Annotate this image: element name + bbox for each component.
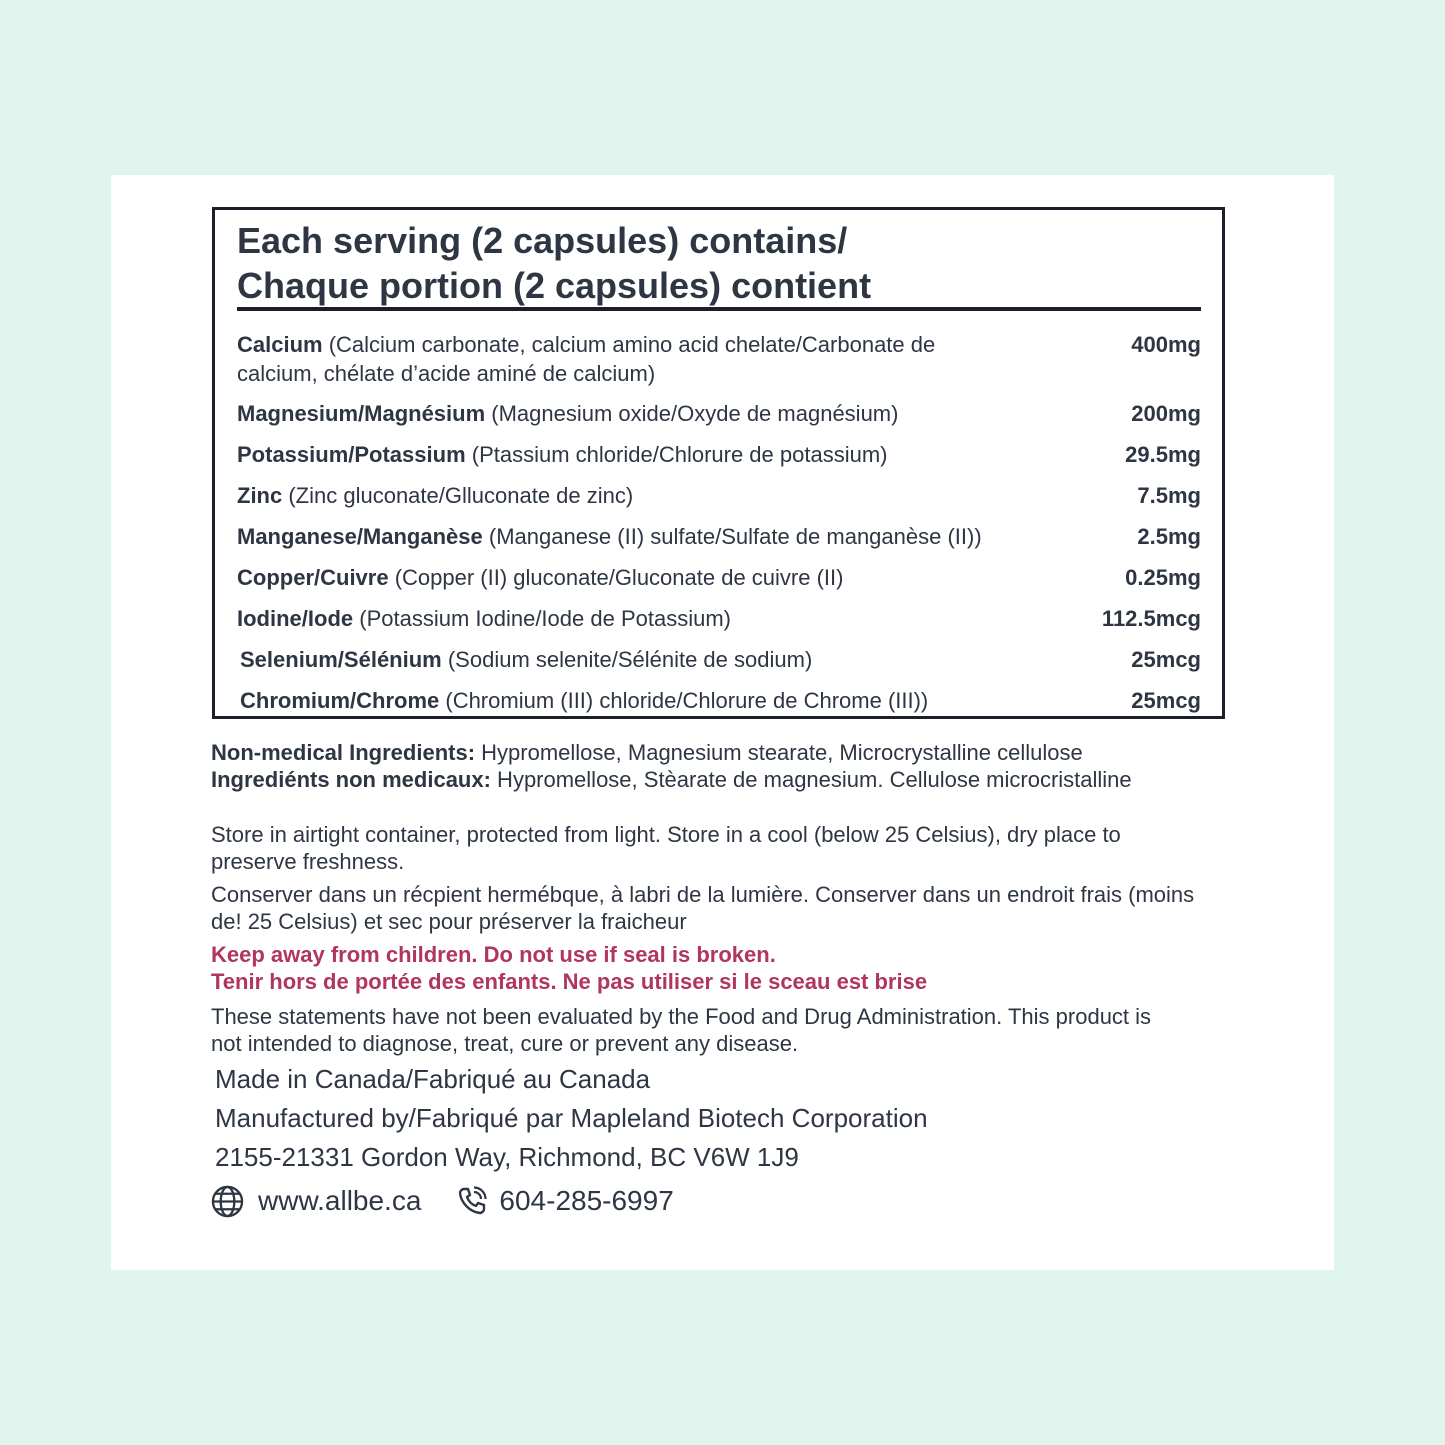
nutrient-amount: 7.5mg	[1137, 483, 1201, 508]
nutrient-row-iodine	[237, 604, 1201, 633]
nutrient-source: (Magnesium oxide/Oxyde de magnésium)	[485, 401, 899, 426]
nutrient-source: (Ptassium chloride/Chlorure de potassium)	[465, 442, 888, 467]
panel-title-fr: Chaque portion (2 capsules) contient	[237, 265, 872, 306]
globe-icon	[211, 1185, 244, 1218]
nutrient-name: Potassium/Potassium	[237, 442, 466, 467]
nutrient-amount: 200mg	[1131, 401, 1201, 426]
storage-en: Store in airtight container, protected from light. Store in a cool (below 25 Celsius), dry place to preserve freshness.	[211, 822, 1121, 874]
nutrient-source: (Calcium carbonate, calcium amino acid chelate/Carbonate de calcium, chélate d’acide aminé de calcium)	[237, 332, 936, 386]
ingredients-label-fr: Ingrediénts non medicaux:	[211, 767, 491, 792]
nutrient-row-zinc	[237, 481, 1201, 510]
ingredients-label-en: Non-medical Ingredients:	[211, 740, 476, 765]
nutrient-name: Magnesium/Magnésium	[237, 401, 486, 426]
nutrient-row-potassium	[237, 440, 1201, 469]
nutrient-source: (Manganese (II) sulfate/Sulfate de manganèse (II))	[482, 524, 982, 549]
storage-fr: Conserver dans un récpient hermébque, à labri de la lumière. Conserver dans un endroit frais (moins de! 25 Celsius) et sec pour préserver la fraicheur	[211, 882, 1195, 934]
nutrient-amount: 25mcg	[1131, 647, 1201, 672]
warning	[211, 941, 1251, 995]
non-medical-ingredients	[211, 739, 1251, 793]
nutrient-amount: 2.5mg	[1137, 524, 1201, 549]
nutrient-name: Copper/Cuivre	[237, 565, 389, 590]
nutrient-name: Selenium/Sélénium	[240, 647, 442, 672]
nutrient-row-copper	[237, 563, 1201, 592]
nutrient-name: Iodine/Iode	[237, 606, 354, 631]
nutrient-source: (Sodium selenite/Sélénite de sodium)	[441, 647, 813, 672]
nutrient-row-calcium	[237, 330, 1201, 388]
nutrient-amount: 112.5mcg	[1101, 606, 1201, 631]
fda-disclaimer: These statements have not been evaluated by the Food and Drug Administration. This product is not intended to diagnose, treat, cure or prevent any disease.	[211, 1004, 1152, 1056]
nutrient-amount: 400mg	[1131, 332, 1201, 357]
nutrient-amount: 25mcg	[1131, 688, 1201, 713]
panel-title-en: Each serving (2 capsules) contains/	[237, 220, 848, 261]
supplement-facts-panel	[212, 207, 1225, 719]
nutrient-source: (Copper (II) gluconate/Gluconate de cuivre (II)	[388, 565, 844, 590]
nutrient-name: Manganese/Manganèse	[237, 524, 483, 549]
nutrient-row-magnesium	[237, 399, 1201, 428]
contact-line	[211, 1184, 674, 1218]
address: 2155-21331 Gordon Way, Richmond, BC V6W 1J9	[215, 1142, 799, 1172]
nutrient-name: Calcium	[237, 332, 323, 357]
manufacturer: Manufactured by/Fabriqué par Mapleland Biotech Corporation	[215, 1103, 928, 1133]
phone-icon	[457, 1186, 487, 1216]
panel-title	[237, 218, 871, 308]
label-card	[111, 175, 1334, 1270]
title-rule	[237, 307, 1201, 311]
warning-fr: Tenir hors de portée des enfants. Ne pas utiliser si le sceau est brise	[211, 969, 928, 994]
website-link[interactable]: www.allbe.ca	[258, 1185, 422, 1216]
nutrient-amount: 0.25mg	[1125, 565, 1201, 590]
nutrient-name: Chromium/Chrome	[240, 688, 440, 713]
phone-number[interactable]: 604-285-6997	[499, 1185, 674, 1216]
nutrient-name: Zinc	[237, 483, 283, 508]
nutrient-row-chromium	[240, 686, 1201, 715]
made-in-canada: Made in Canada/Fabriqué au Canada	[215, 1064, 651, 1094]
ingredients-text-en: Hypromellose, Magnesium stearate, Microcrystalline cellulose	[475, 740, 1083, 765]
nutrient-source: (Potassium Iodine/Iode de Potassium)	[353, 606, 731, 631]
nutrient-source: (Zinc gluconate/Glluconate de zinc)	[282, 483, 634, 508]
nutrient-source: (Chromium (III) chloride/Chlorure de Chrome (III))	[439, 688, 929, 713]
nutrient-row-selenium	[240, 645, 1201, 674]
ingredients-text-fr: Hypromellose, Stèarate de magnesium. Cellulose microcristalline	[490, 767, 1132, 792]
nutrient-row-manganese	[237, 522, 1201, 551]
warning-en: Keep away from children. Do not use if seal is broken.	[211, 942, 776, 967]
nutrient-amount: 29.5mg	[1125, 442, 1201, 467]
